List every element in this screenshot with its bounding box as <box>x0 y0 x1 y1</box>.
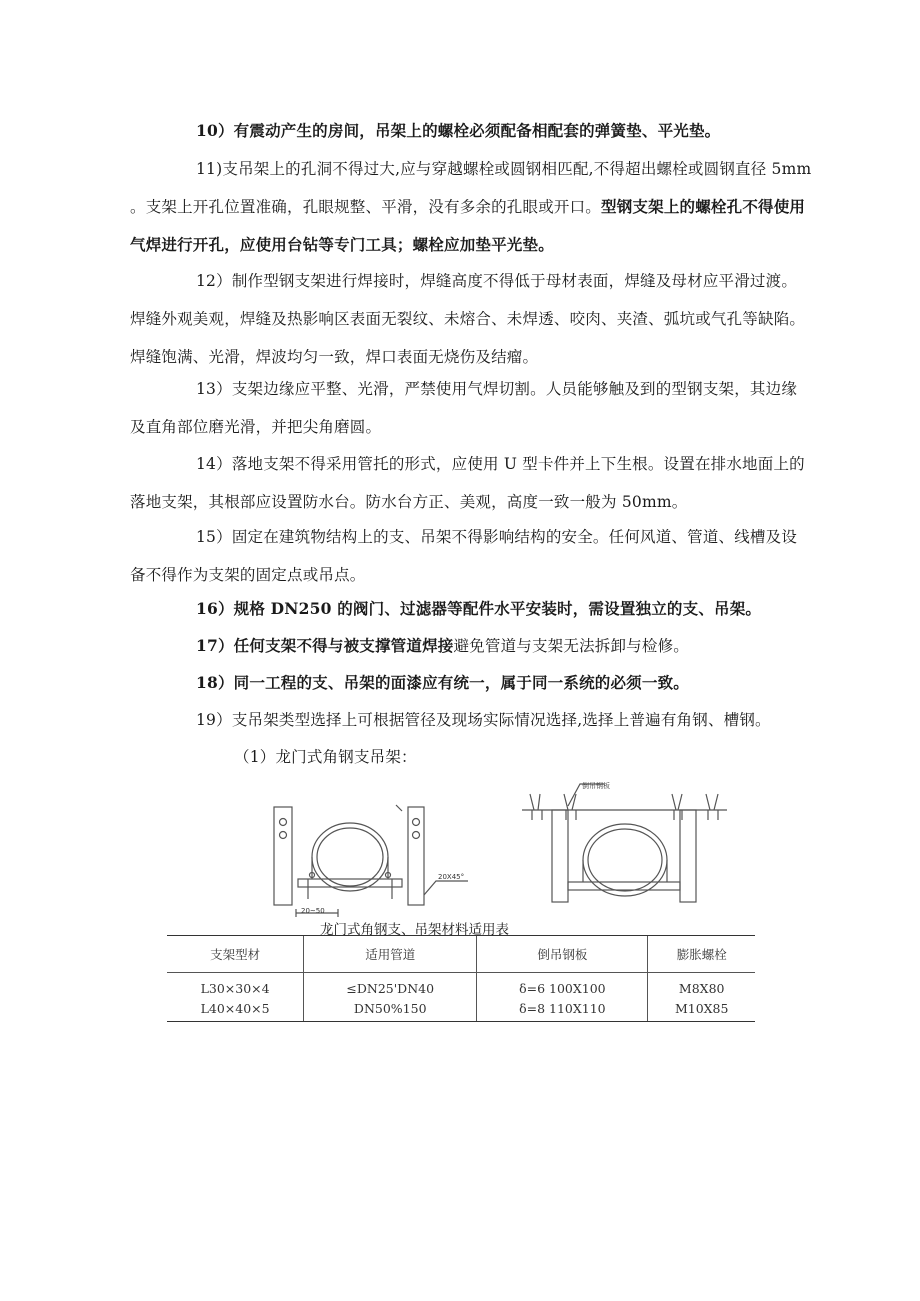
paragraph-14: 14）落地支架不得采用管托的形式，应使用 U 型卡件并上下生根。设置在排水地面上的 落地支架，其根部应设置防水台。防水台方正、美观，高度一致一般为 50mm。 <box>130 455 805 511</box>
table-row: L40×40×5 DN50%150 δ=8 110X110 M10X85 <box>167 998 755 1022</box>
header-pipe: 适用管道 <box>304 936 477 973</box>
paragraph-19: 19）支吊架类型选择上可根据管径及现场实际情况选择,选择上普遍有角钢、槽钢。 <box>196 711 771 729</box>
header-plate: 倒吊钢板 <box>477 936 648 973</box>
paragraph-12: 12）制作型钢支架进行焊接时，焊缝高度不得低于母材表面，焊缝及母材应平滑过渡。 焊缝外观美观，焊缝及热影响区表面无裂纹、未熔合、未焊透、咬肉、夹渣、弧坑或气孔等缺陷。 焊缝饱满、光滑，焊波均匀一致，焊口表面无烧伤及结瘤。 <box>130 272 806 366</box>
paragraph-16: 16）规格 DN250 的阀门、过滤器等配件水平安装时，需设置独立的支、吊架。 <box>196 599 762 618</box>
paragraph-13: 13）支架边缘应平整、光滑，严禁使用气焊切割。人员能够触及到的型钢支架，其边缘 及直角部位磨光滑，并把尖角磨圆。 <box>130 380 798 436</box>
gantry-support-drawing-right <box>522 780 727 905</box>
material-table <box>167 935 755 1022</box>
paragraph-17: 17）任何支架不得与被支撑管道焊接避免管道与支架无法拆卸与检修。 <box>196 636 689 655</box>
gantry-support-drawing-left <box>268 795 468 920</box>
paragraph-15: 15）固定在建筑物结构上的支、吊架不得影响结构的安全。任何风道、管道、线槽及设 备不得作为支架的固定点或吊点。 <box>130 528 798 584</box>
chamfer-label: 20X45° <box>438 873 465 881</box>
paragraph-19-1: （1）龙门式角钢支吊架： <box>234 748 417 766</box>
paragraph-11: 11)支吊架上的孔洞不得过大,应与穿越螺栓或圆钢相匹配,不得超出螺栓或圆钢直径 5mm 。支架上开孔位置准确，孔眼规整、平滑，没有多余的孔眼或开口。型钢支架上的螺栓孔不得使用 气焊进行开孔，应使用台钻等专门工具；螺栓应加垫平光垫。 <box>130 160 812 254</box>
paragraph-10: 10）有震动产生的房间，吊架上的螺栓必须配备相配套的弹簧垫、平光垫。 <box>196 121 721 140</box>
inverted-plate-label: 倒吊钢板 <box>582 781 610 790</box>
table-header-row <box>167 936 755 973</box>
dimension-label: 20~50 <box>301 907 325 915</box>
header-profile: 支架型材 <box>167 936 304 973</box>
header-bolt: 膨胀螺栓 <box>648 936 755 973</box>
paragraph-18: 18）同一工程的支、吊架的面漆应有统一，属于同一系统的必须一致。 <box>196 673 689 692</box>
table-row: L30×30×4 ≤DN25'DN40 δ=6 100X100 M8X80 <box>167 973 755 999</box>
table-caption: 龙门式角钢支、吊架材料适用表 <box>320 922 509 938</box>
